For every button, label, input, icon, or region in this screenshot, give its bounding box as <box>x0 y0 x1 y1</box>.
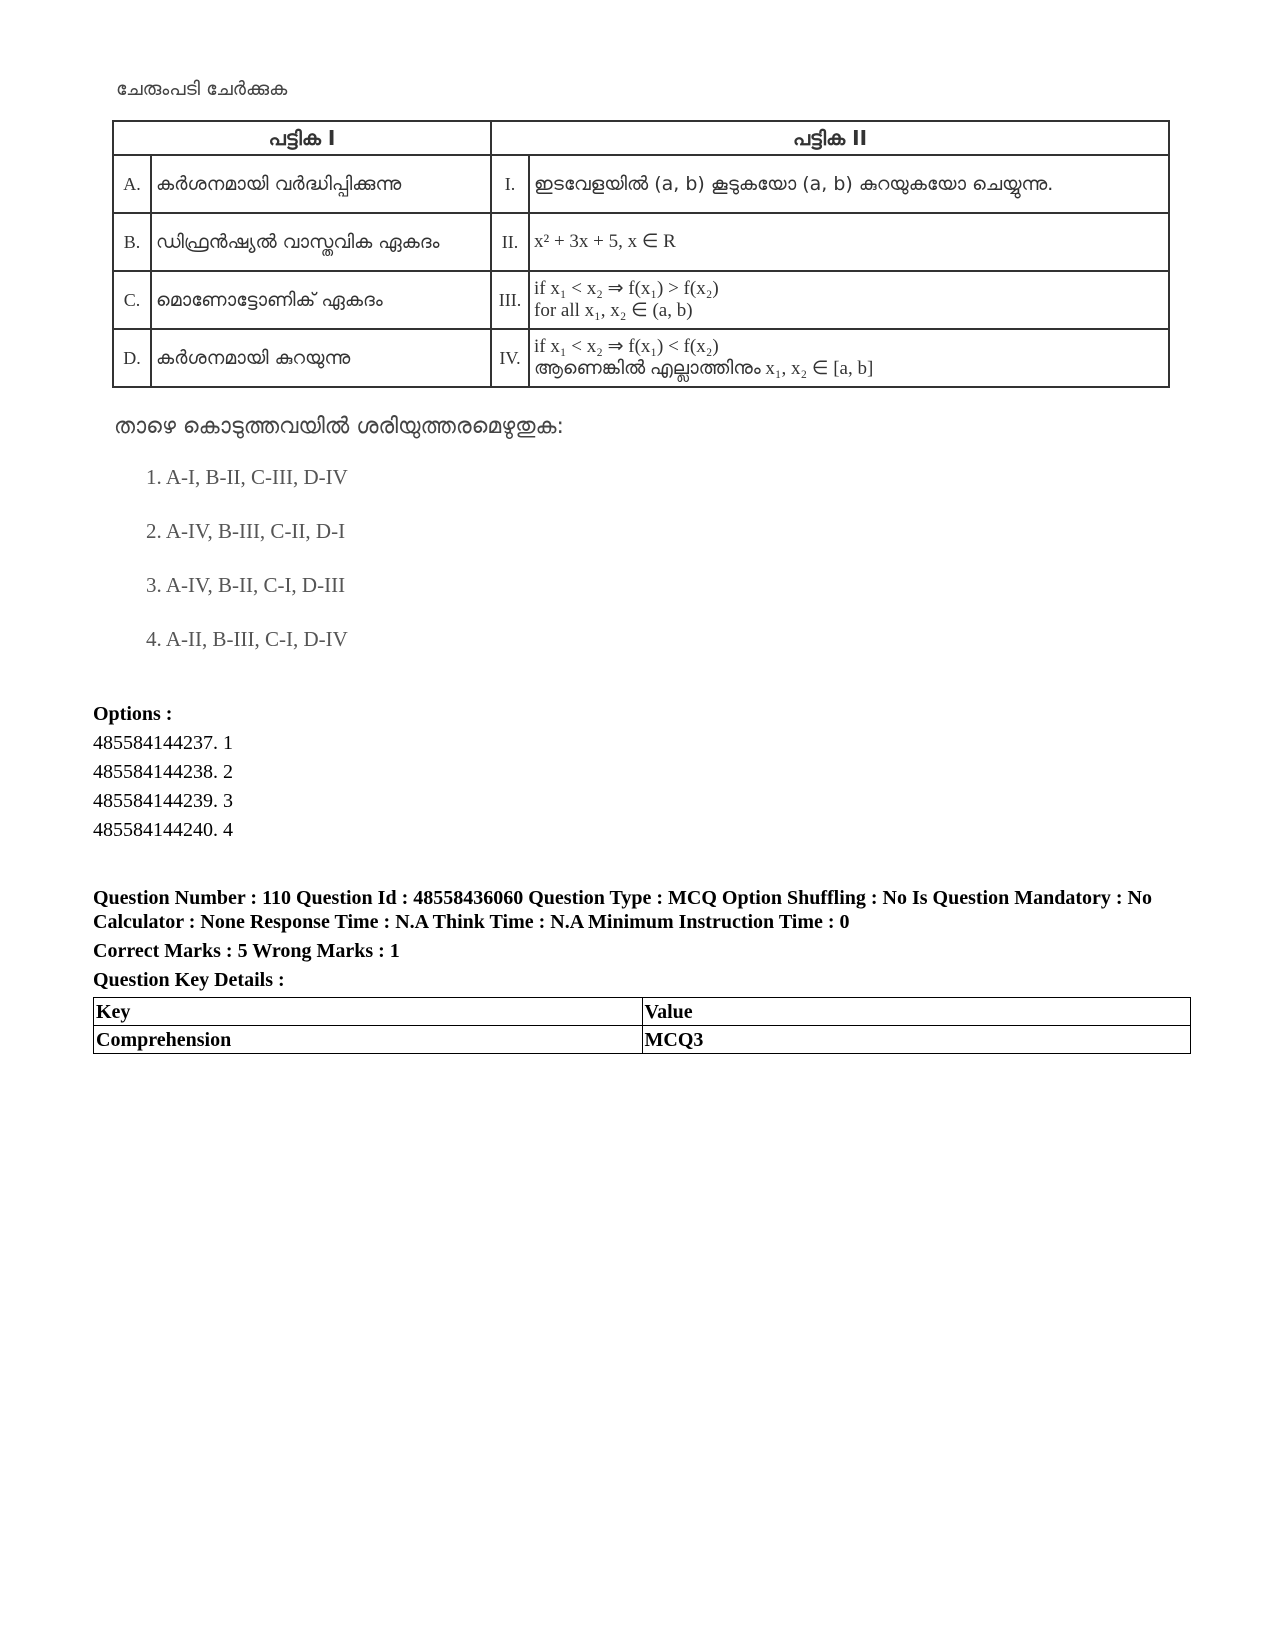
match-table-header <box>113 121 1169 155</box>
question-image <box>112 78 1172 681</box>
key-table-header <box>94 998 1191 1026</box>
column-header-left: പട്ടിക I <box>113 121 491 155</box>
table-row <box>113 213 1169 271</box>
row-letter: C. <box>113 271 151 329</box>
option-item: 485584144240. 4 <box>93 819 233 841</box>
list2-item: ഇടവേളയിൽ (a, b) കൂടുകയോ (a, b) കുറയുകയോ ചെയ്യുന്നു. <box>529 155 1169 213</box>
option-item: 485584144238. 2 <box>93 761 233 783</box>
marks-info: Correct Marks : 5 Wrong Marks : 1 <box>93 940 400 962</box>
list2-item-line2: ആണെങ്കിൽ എല്ലാത്തിനും x₁, x₂ ∈ [a, b] <box>534 358 874 379</box>
choice-item: 2. A-IV, B-III, C-II, D-I <box>146 519 346 543</box>
list2-item-line2: for all x₁, x₂ ∈ (a, b) <box>534 300 693 321</box>
row-roman: II. <box>491 213 529 271</box>
choice-item: 1. A-I, B-II, C-III, D-IV <box>146 465 348 489</box>
list1-item: ഡിഫ്രൻഷ്യൽ വാസ്തവിക ഏകദം <box>151 213 491 271</box>
option-item: 485584144239. 3 <box>93 790 233 812</box>
choice-list <box>112 465 1172 652</box>
table-row <box>113 271 1169 329</box>
question-info: Question Number : 110 Question Id : 48558436060 Question Type : MCQ Option Shuffling : No Is Question Mandatory : No Calculator : None Response Time : N.A Think Time : N.A Minimum Instruction Time : 0 <box>93 887 1152 933</box>
table-row <box>94 1026 1191 1054</box>
row-letter: B. <box>113 213 151 271</box>
question-meta <box>93 886 1193 1054</box>
key-header: Key <box>94 998 643 1026</box>
row-roman: III. <box>491 271 529 329</box>
key-details-table <box>93 997 1191 1054</box>
list2-item-line1: if x₁ < x₂ ⇒ f(x₁) > f(x₂) <box>534 278 719 299</box>
key-details-label: Question Key Details : <box>93 969 285 991</box>
value-cell: MCQ3 <box>642 1026 1191 1054</box>
list1-item: മൊണോട്ടോണിക് ഏകദം <box>151 271 491 329</box>
options-block <box>93 700 233 845</box>
row-roman: IV. <box>491 329 529 387</box>
options-label: Options : <box>93 703 173 725</box>
table-row <box>113 155 1169 213</box>
row-letter: D. <box>113 329 151 387</box>
row-roman: I. <box>491 155 529 213</box>
question-prompt: താഴെ കൊടുത്തവയിൽ ശരിയുത്തരമെഴുതുക: <box>114 414 564 439</box>
list2-item <box>529 329 1169 387</box>
option-item: 485584144237. 1 <box>93 732 233 754</box>
choice-item: 4. A-II, B-III, C-I, D-IV <box>146 627 348 651</box>
column-header-right: പട്ടിക II <box>491 121 1169 155</box>
choice-item: 3. A-IV, B-II, C-I, D-III <box>146 573 346 597</box>
match-instruction: ചേരുംപടി ചേർക്കുക <box>116 78 288 100</box>
list2-item-line1: if x₁ < x₂ ⇒ f(x₁) < f(x₂) <box>534 336 719 357</box>
match-table <box>112 120 1170 388</box>
list1-item: കർശനമായി വർദ്ധിപ്പിക്കുന്നു <box>151 155 491 213</box>
key-cell: Comprehension <box>94 1026 643 1054</box>
table-row <box>113 329 1169 387</box>
value-header: Value <box>642 998 1191 1026</box>
list2-item: x² + 3x + 5, x ∈ R <box>529 213 1169 271</box>
row-letter: A. <box>113 155 151 213</box>
list1-item: കർശനമായി കുറയുന്നു <box>151 329 491 387</box>
list2-item <box>529 271 1169 329</box>
